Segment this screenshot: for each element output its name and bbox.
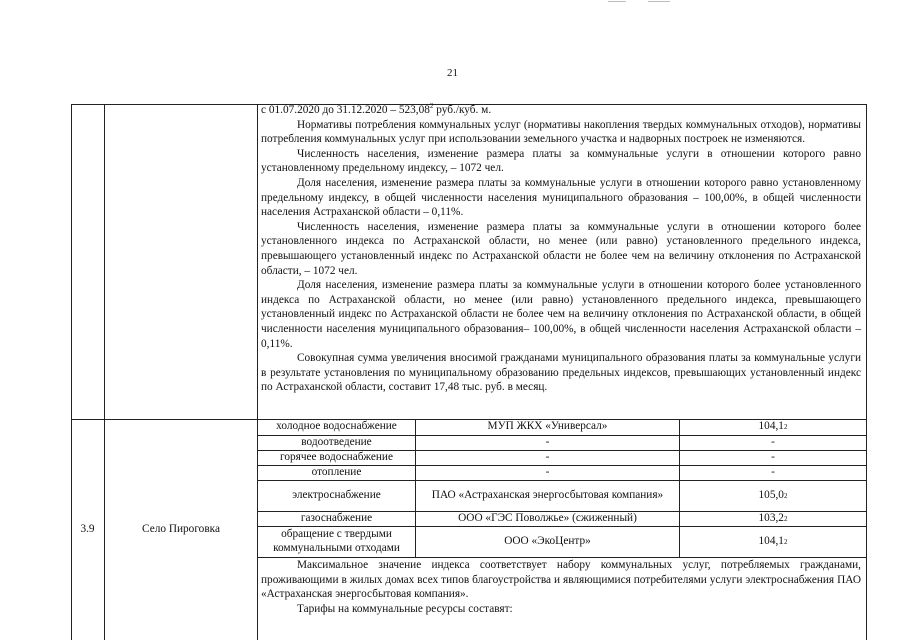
bottom-text-block bbox=[261, 558, 861, 616]
paragraph: Доля населения, изменение размера платы за коммунальные услуги в отношении которого более установленного индекса по Астраханской области, но менее (или равно) установленного предельного индекса, превышающего установленный индекс по Астраханской области не более чем на величину отклонения по Астраханской области, в общей численности населения муниципального образования– 100,00%, в общей численности населения Астраханской области – 0,11%. bbox=[261, 279, 861, 350]
index-cell: 103,2 2 bbox=[758, 511, 788, 524]
settlement-name: Село Пироговка bbox=[142, 523, 220, 536]
section-number: 3.9 bbox=[80, 523, 95, 536]
provider-cell: ПАО «Астраханская энергосбытовая компания» bbox=[431, 488, 664, 501]
index-cell: - bbox=[771, 465, 775, 478]
service-cell: газоснабжение bbox=[300, 511, 373, 524]
paragraph: Численность населения, изменение размера платы за коммунальные услуги в отношении которого более установленного индекса по Астраханской области, но менее (или равно) установленного предельного индекса, превышающего установленный индекс по Астраханской области не более чем на величину отклонения по Астраханской области, – 1072 чел. bbox=[261, 220, 861, 277]
table-col-divider-2 bbox=[257, 104, 258, 640]
page-number: 21 bbox=[447, 67, 458, 79]
provider-cell: - bbox=[545, 465, 550, 478]
index-cell: - bbox=[771, 435, 775, 448]
paragraph: Тарифы на коммунальные ресурсы составят: bbox=[297, 602, 513, 615]
provider-cell: МУП ЖКХ «Универсал» bbox=[487, 420, 608, 433]
table-border-right bbox=[866, 104, 867, 640]
paragraph: Численность населения, изменение размера платы за коммунальные услуги в отношении которого равно установленному предельному индексу, – 1072 чел. bbox=[261, 147, 861, 175]
scan-artifact bbox=[608, 1, 626, 2]
service-cell: горячее водоснабжение bbox=[280, 450, 393, 463]
provider-cell: ООО «ЭкоЦентр» bbox=[504, 534, 591, 547]
scan-artifact bbox=[648, 1, 670, 2]
index-cell: 104,1 2 bbox=[758, 420, 788, 433]
paragraph: Совокупная сумма увеличения вносимой гражданами муниципального образования платы за коммунальные услуги в результате установления по муниципальному образованию предельных индексов, превышающих установленный индекс по Астраханской области, составит 17,48 тыс. руб. в месяц. bbox=[261, 352, 861, 394]
service-cell: электроснабжение bbox=[292, 488, 381, 501]
index-cell: - bbox=[771, 450, 775, 463]
top-text-block bbox=[261, 103, 861, 395]
paragraph: Максимальное значение индекса соответствует набору коммунальных услуг, потребляемых гражданами, проживающими в жилых домах всех типов благоустройства и являющимися потребителями услуги электроснабжения ПАО «Астраханская энергосбытовая компания». bbox=[261, 559, 861, 601]
service-cell: холодное водоснабжение bbox=[276, 420, 397, 433]
provider-cell: - bbox=[545, 435, 550, 448]
document-table bbox=[71, 104, 867, 640]
index-cell: 104,1 2 bbox=[758, 534, 788, 547]
provider-cell: - bbox=[545, 450, 550, 463]
paragraph: Нормативы потребления коммунальных услуг (нормативы накопления твердых коммунальных отходов), нормативы потребления коммунальных услуг при использовании земельного участка и надворных построек не изменяются. bbox=[261, 118, 861, 146]
paragraph: с 01.07.2020 до 31.12.2020 – 523,08$^2$ руб./куб. м. bbox=[261, 102, 492, 116]
service-cell: отопление bbox=[311, 465, 362, 478]
provider-cell: ООО «ГЭС Поволжье» (сжиженный) bbox=[458, 511, 637, 524]
paragraph: Доля населения, изменение размера платы за коммунальные услуги в отношении которого равно установленному предельному индексу, в общей численности населения муниципального образования – 100,00%, в общей численности населения Астраханской области – 0,11%. bbox=[261, 176, 861, 219]
service-cell: водоотведение bbox=[301, 435, 372, 448]
index-cell: 105,0 2 bbox=[758, 488, 788, 501]
service-cell: обращение с твердыми коммунальными отходами bbox=[273, 528, 400, 554]
